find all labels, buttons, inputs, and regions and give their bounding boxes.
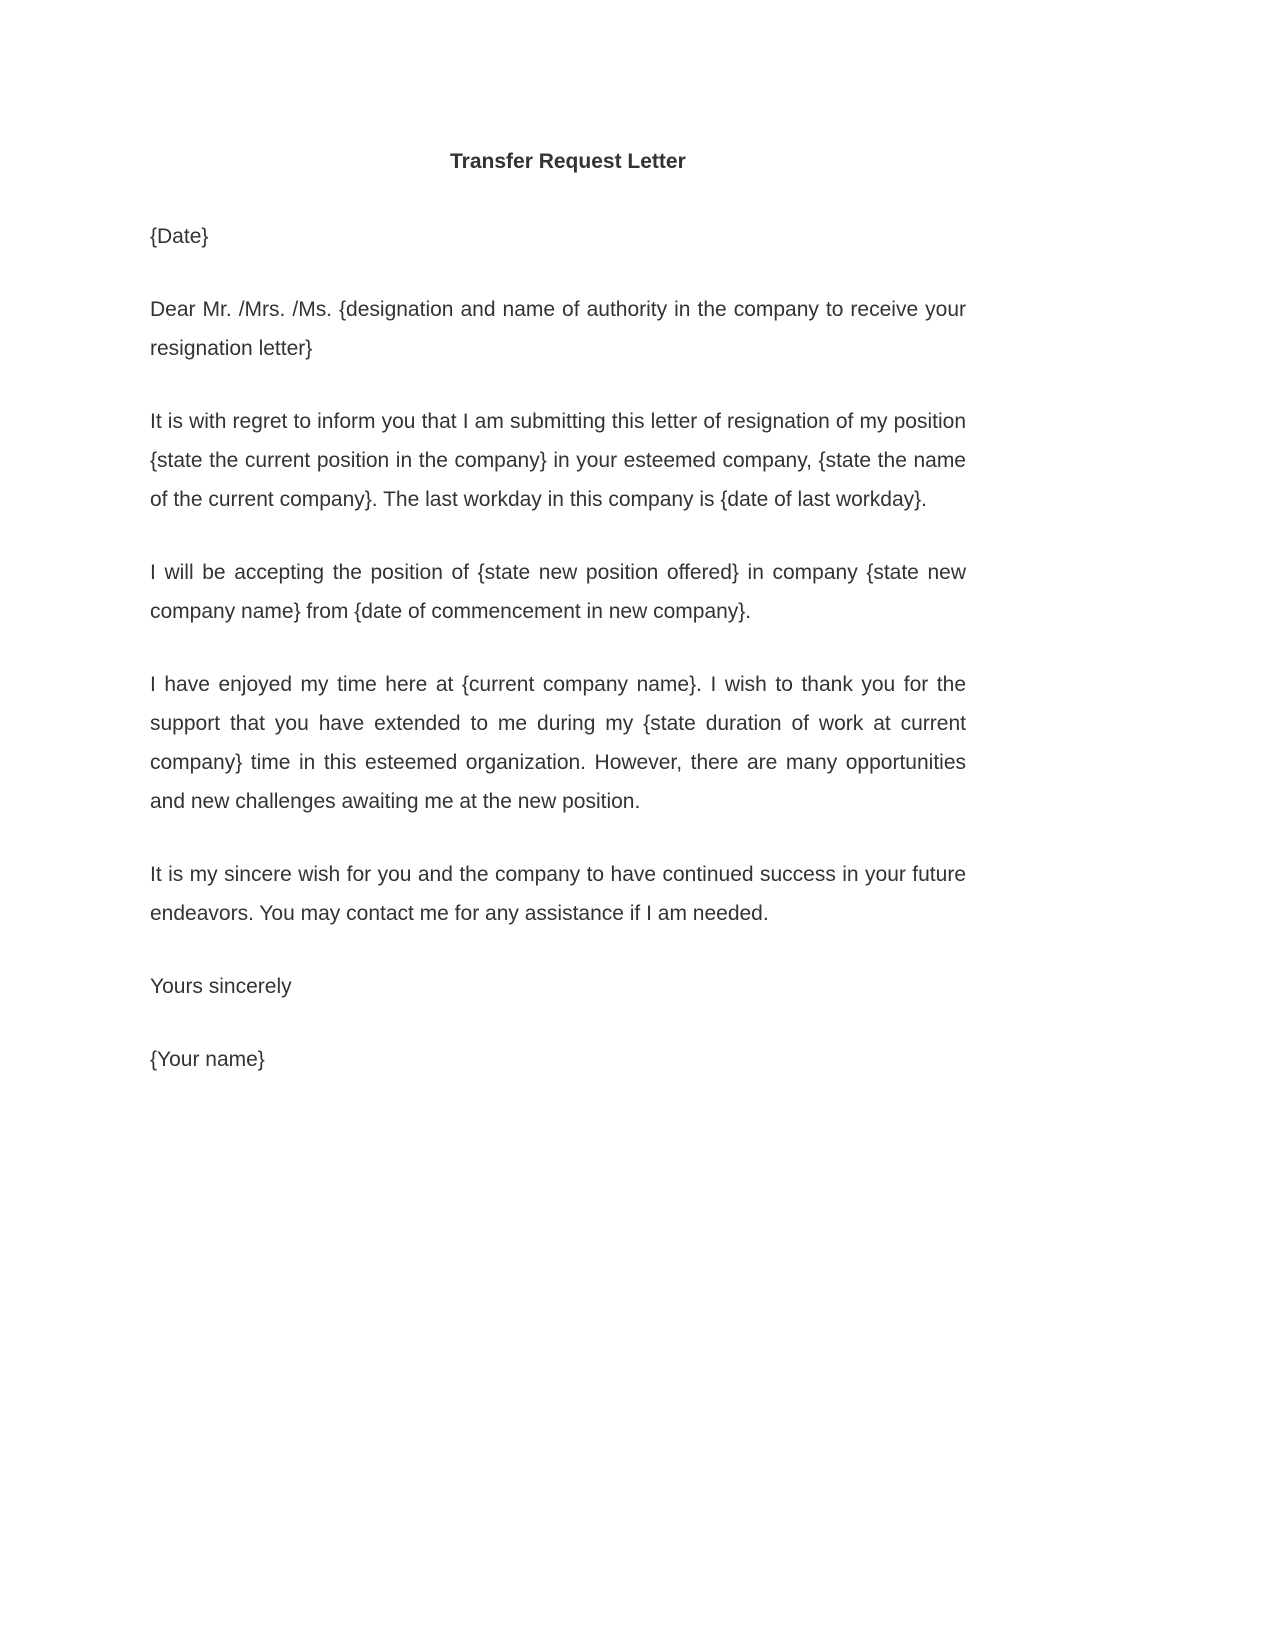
signature-name: {Your name} xyxy=(150,1048,265,1071)
document-title: Transfer Request Letter xyxy=(450,150,686,173)
paragraph-new-position: I will be accepting the position of {state new position offered} in company {state new company name} from {date of commencement in new company}. xyxy=(150,561,966,623)
paragraph-resignation-notice: It is with regret to inform you that I am submitting this letter of resignation of my position {state the current position in the company} in your esteemed company, {state the name of the current company}. The last workday in this company is {date of last workday}. xyxy=(150,410,966,511)
letter-date: {Date} xyxy=(150,225,209,248)
closing: Yours sincerely xyxy=(150,975,292,998)
paragraph-gratitude: I have enjoyed my time here at {current company name}. I wish to thank you for the support that you have extended to me during my {state duration of work at current company} time in this esteemed organization. However, there are many opportunities and new challenges awaiting me at the new position. xyxy=(150,673,966,813)
paragraph-well-wishes: It is my sincere wish for you and the company to have continued success in your future endeavors. You may contact me for any assistance if I am needed. xyxy=(150,863,966,925)
salutation: Dear Mr. /Mrs. /Ms. {designation and name of authority in the company to receive your resignation letter} xyxy=(150,298,966,360)
letter-body xyxy=(150,140,966,1079)
